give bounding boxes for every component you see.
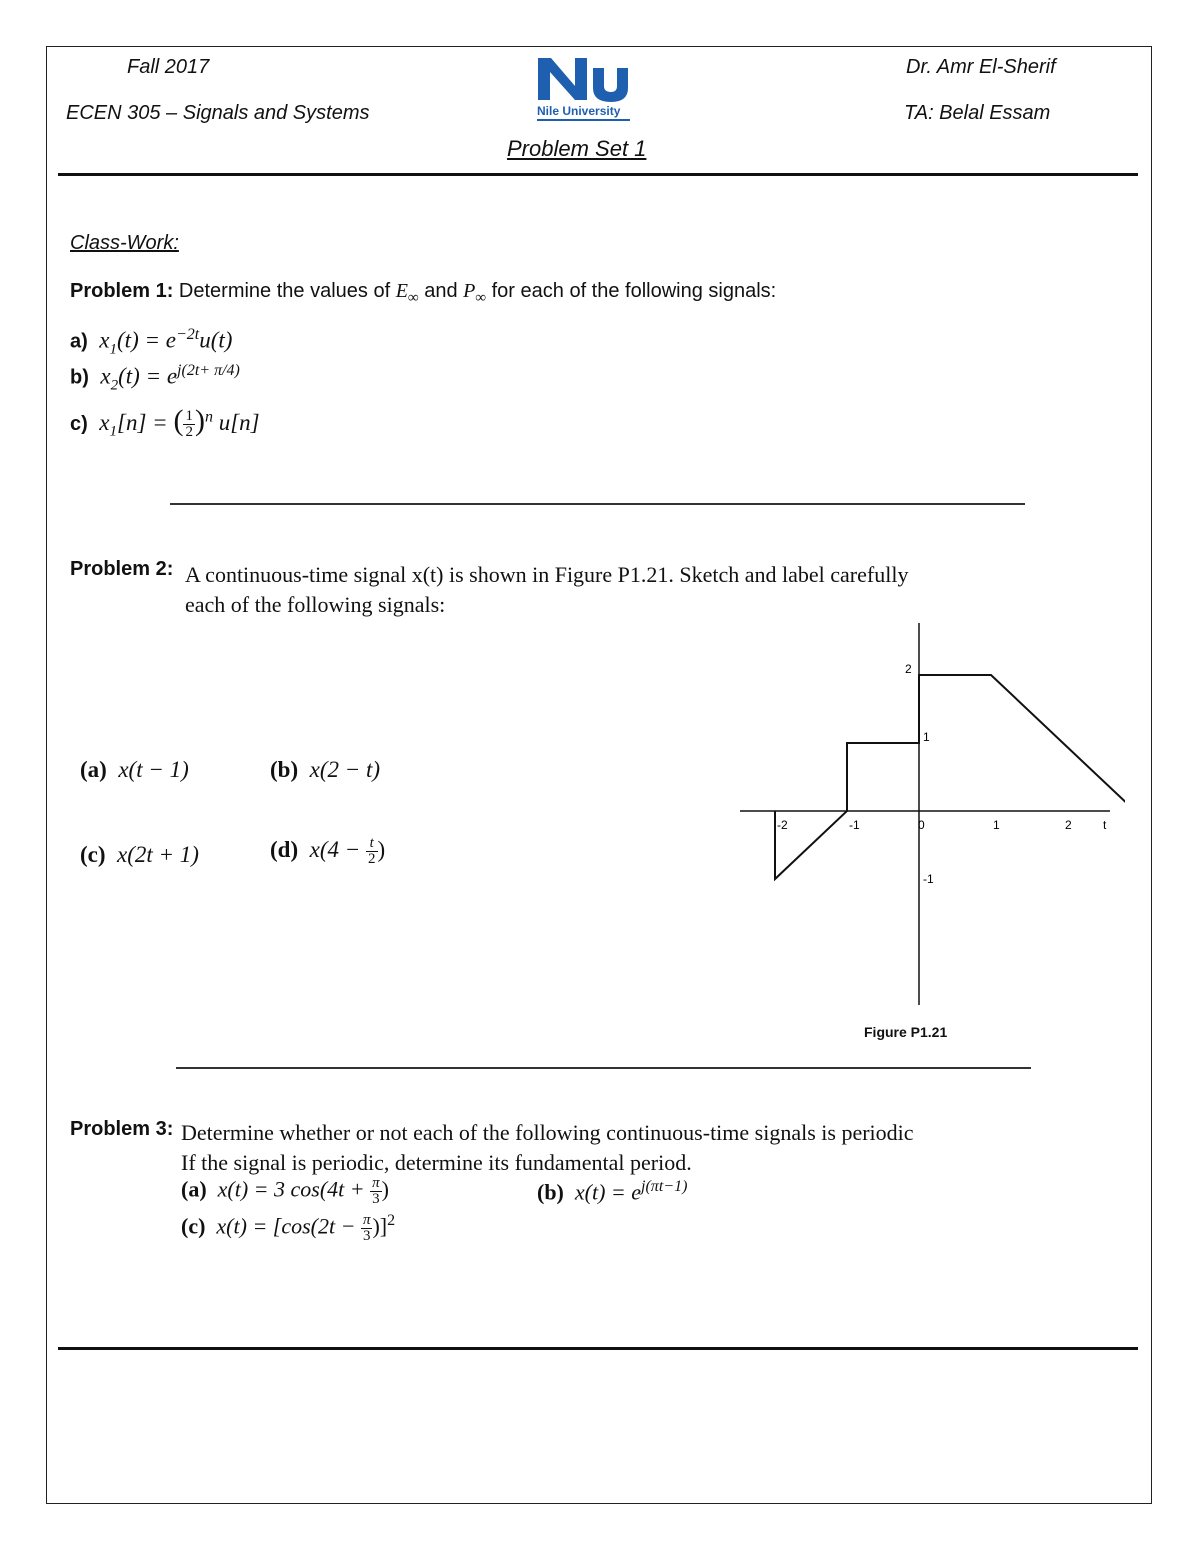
header-course: ECEN 305 – Signals and Systems xyxy=(66,102,370,124)
problem2-line1: A continuous-time signal x(t) is shown in Figure P1.21. Sketch and label carefully xyxy=(185,562,909,587)
y-tick-label: -1 xyxy=(923,872,934,886)
page-title: Problem Set 1 xyxy=(507,136,647,161)
problem3-line1: Determine whether or not each of the following continuous-time signals is periodic xyxy=(181,1120,914,1145)
x-tick-label: -1 xyxy=(849,818,860,832)
figure-p1-21 xyxy=(735,615,1125,1015)
problem2-label: Problem 2: xyxy=(70,558,174,580)
y-tick-label: 1 xyxy=(923,730,930,744)
energy-symbol: $E_\infty$ xyxy=(395,280,419,306)
problem1-text-and: and xyxy=(424,280,458,302)
problem1-statement xyxy=(70,280,776,307)
problem1-text-a: Determine the values of xyxy=(178,280,391,302)
signal-waveform xyxy=(775,675,1125,879)
logo-underline xyxy=(537,119,630,121)
problem1-text-b: for each of the following signals: xyxy=(491,280,777,302)
problem2-line2: each of the following signals: xyxy=(185,592,446,617)
divider-2 xyxy=(176,1067,1031,1069)
x-tick-label: -2 xyxy=(777,818,788,832)
problem2-item-a: (a) x(t − 1) xyxy=(80,757,189,782)
figure-caption: Figure P1.21 xyxy=(864,1024,948,1040)
section-label: Class-Work: xyxy=(70,232,179,254)
header-instructor: Dr. Amr El-Sherif xyxy=(906,56,1056,78)
power-symbol: $P_\infty$ xyxy=(463,280,487,306)
problem3-item-a: (a) x(t) = 3 cos(4t + $\frac{\pi}{3}$ ) xyxy=(181,1175,389,1207)
footer-divider xyxy=(58,1347,1138,1350)
problem3-label: Problem 3: xyxy=(70,1118,174,1140)
x-tick-label: 0 xyxy=(918,818,925,832)
problem2-item-c: (c) x(2t + 1) xyxy=(80,842,199,867)
header-ta: TA: Belal Essam xyxy=(904,102,1051,124)
problem2-item-d: (d) x(4 − $\frac{t}{2}$ ) xyxy=(270,835,386,867)
header-divider xyxy=(58,173,1138,176)
y-tick-label: 2 xyxy=(905,662,912,676)
divider-1 xyxy=(170,503,1025,505)
x-tick-label: 1 xyxy=(993,818,1000,832)
problem1-item-a: a) $x_1(t) = e^{-2t}u(t)$ xyxy=(70,326,233,358)
problem3-line2: If the signal is periodic, determine its fundamental period. xyxy=(181,1150,692,1175)
x-axis-label: t xyxy=(1103,818,1107,832)
problem1-item-c: c) $x_1[n]$ = ( $\frac{1}{2}$ )$^n$ u[n] xyxy=(70,404,260,441)
problem1-item-b: b) $x_2(t) = e^{j(2t+ \pi/4)}$ xyxy=(70,362,240,394)
logo-text: Nile University xyxy=(537,104,621,118)
header-term: Fall 2017 xyxy=(127,56,210,78)
x-tick-label: 2 xyxy=(1065,818,1072,832)
problem2-item-b: (b) x(2 − t) xyxy=(270,757,381,782)
problem1-label: Problem 1: xyxy=(70,280,174,302)
problem3-item-c: (c) x(t) = [cos(2t − $\frac{\pi}{3}$ )]$^2$ xyxy=(181,1211,396,1244)
nile-university-logo xyxy=(535,56,631,122)
problem3-item-b: (b) $x(t) = e^{j(\pi t-1)}$ xyxy=(537,1178,688,1205)
